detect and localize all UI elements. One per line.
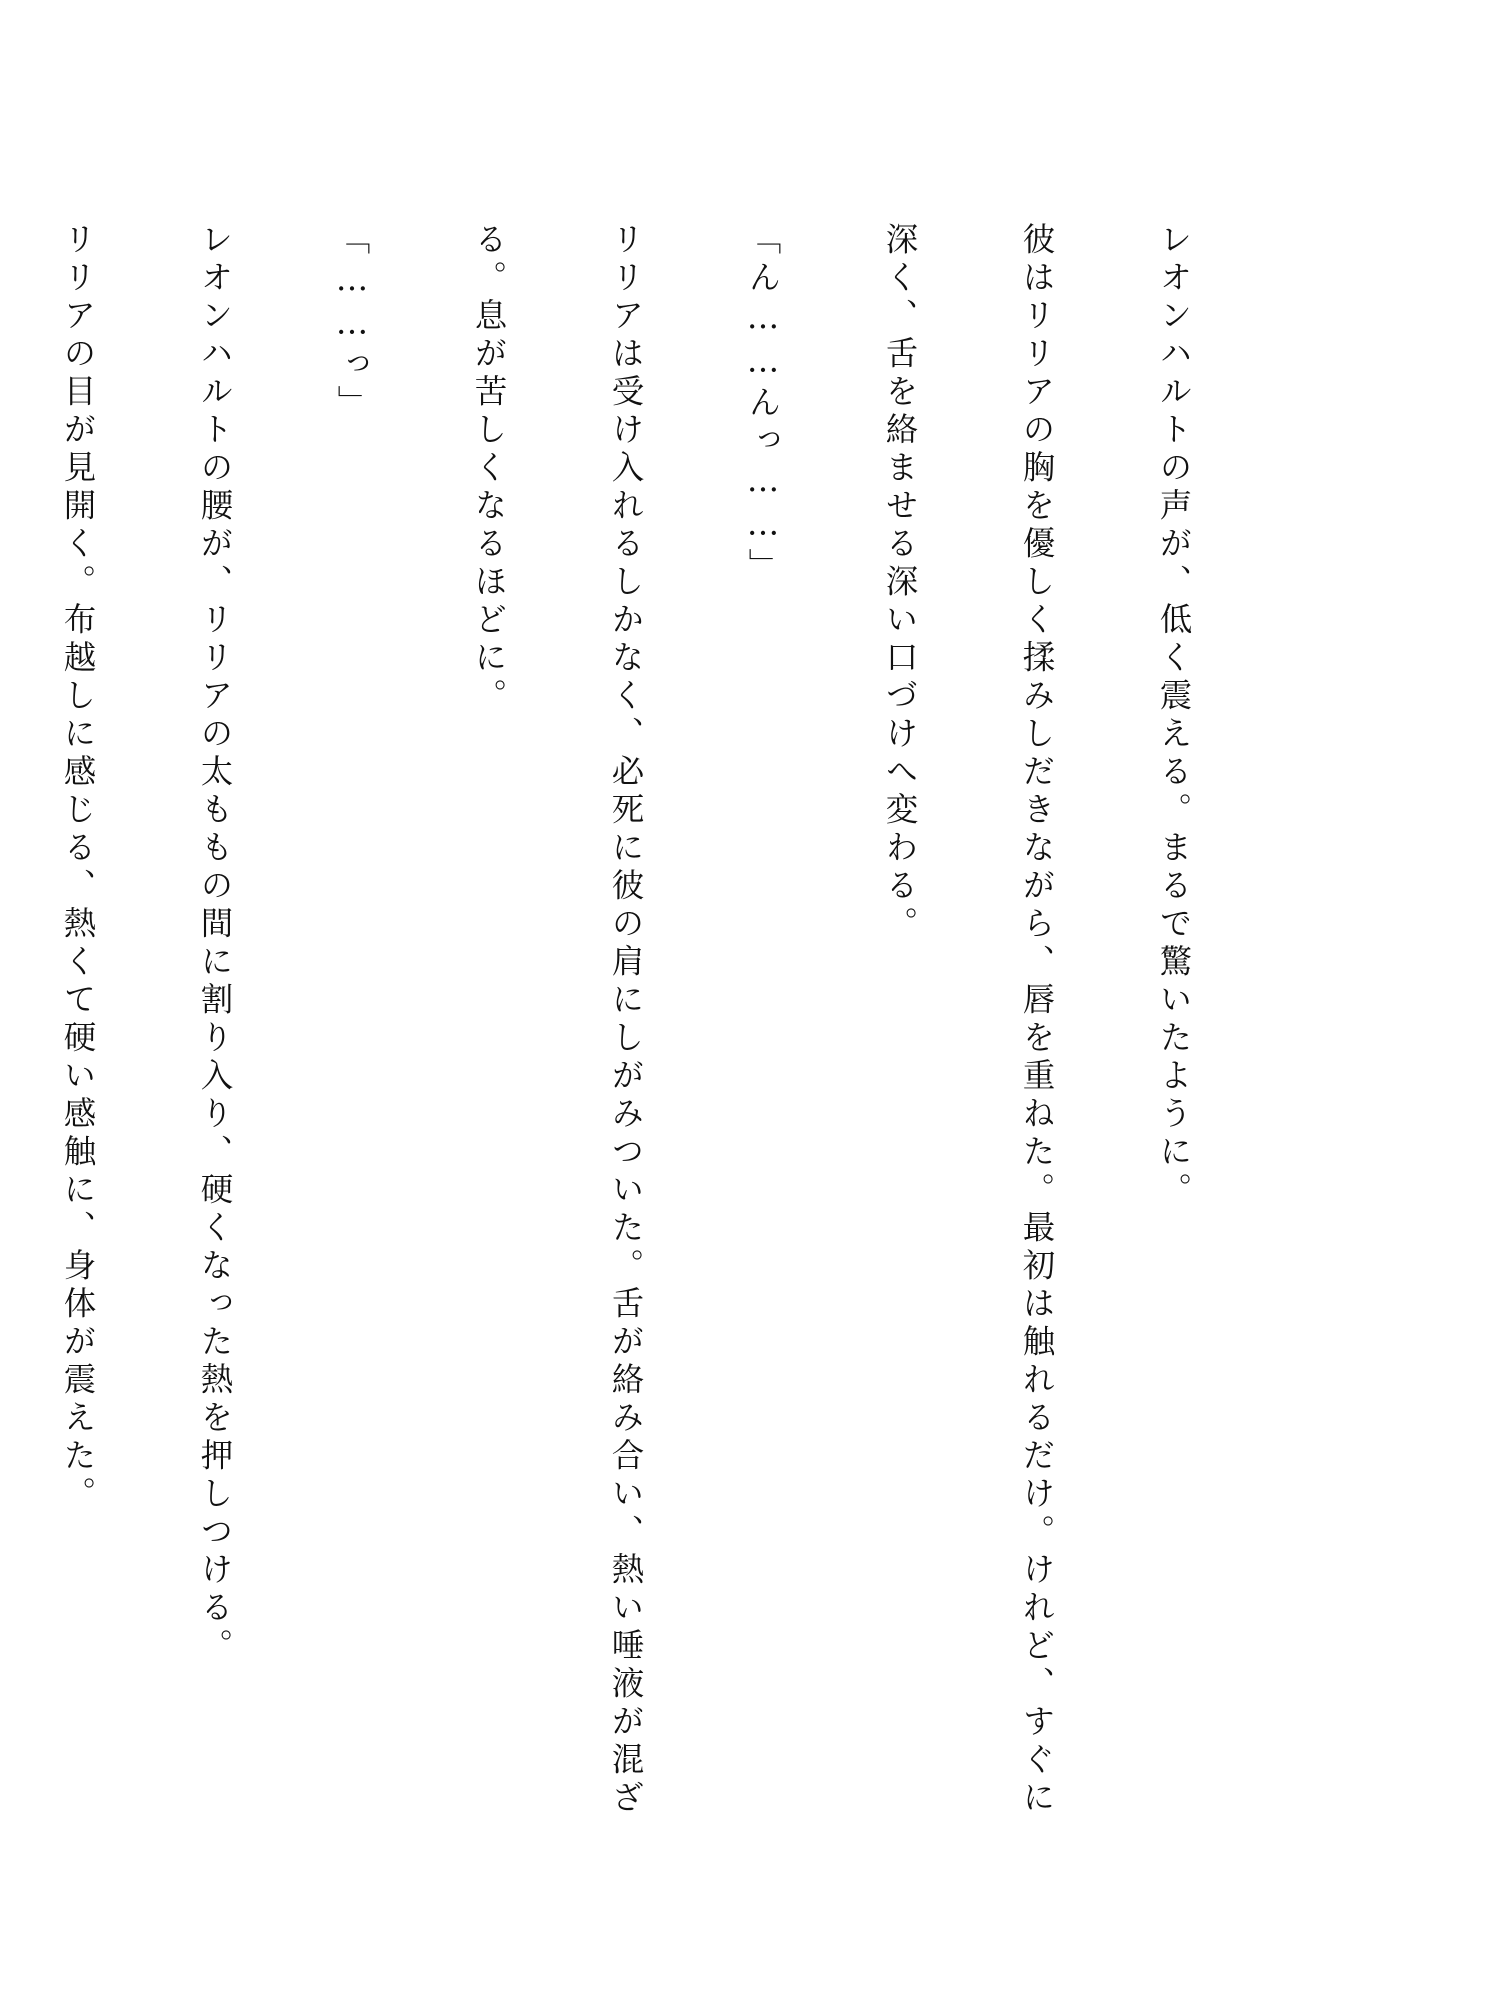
- paragraph-6: レオンハルトの腰が、リリアの太ももの間に割り入り、硬くなった熱を押しつける。: [196, 222, 234, 1666]
- vertical-text-body: [0, 222, 1242, 1832]
- paragraph-3: 「ん……んっ……」: [744, 222, 782, 586]
- paragraph-1: レオンハルトの声が、低く震える。まるで驚いたように。: [1155, 222, 1193, 1210]
- paragraph-8: [0, 222, 9, 1832]
- paragraph-4: リリアは受け入れるしかなく、必死に彼の肩にしがみついた。舌が絡み合い、熱い唾液が混ざる。息が苦しくなるほどに。: [470, 222, 645, 1818]
- paragraph-2: 彼はリリアの胸を優しく揉みしだきながら、唇を重ねた。最初は触れるだけ。けれど、すぐに深く、舌を絡ませる深い口づけへ変わる。: [881, 222, 1056, 1818]
- paragraph-5: 「……っ」: [333, 222, 371, 423]
- paragraph-7: リリアの目が見開く。布越しに感じる、熱くて硬い感触に、身体が震えた。: [59, 222, 97, 1514]
